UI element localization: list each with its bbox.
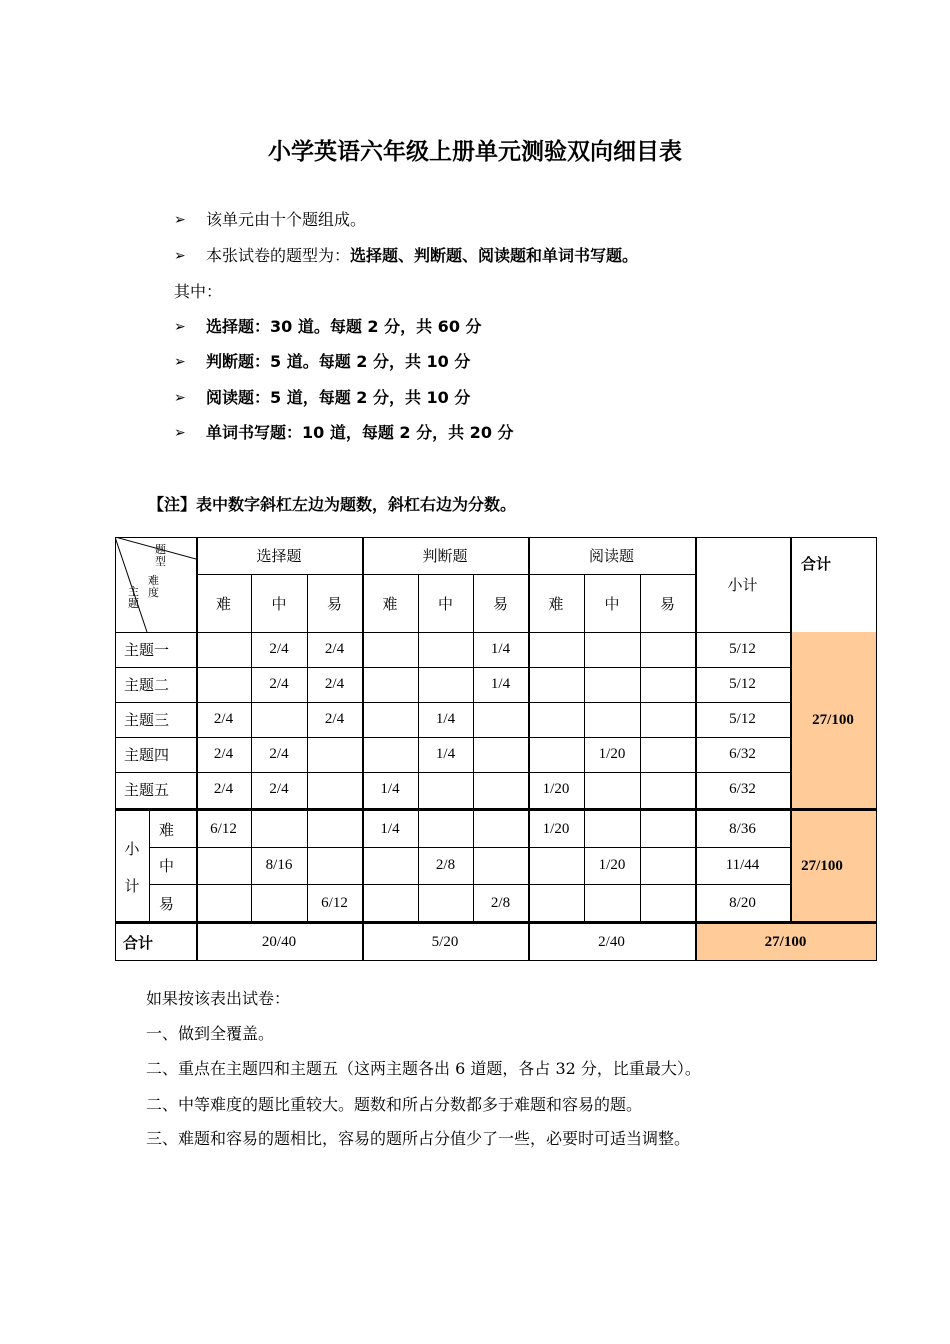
- table-cell: [528, 667, 584, 702]
- table-cell: [584, 811, 640, 847]
- question-type-item: 单词书写题：10 道，每题 2 分，共 20 分: [206, 423, 514, 442]
- total-reading: 2/40: [598, 933, 625, 950]
- total-judge: 5/20: [431, 933, 459, 950]
- table-cell: [640, 667, 695, 702]
- table-cell: [196, 847, 251, 884]
- table-cell: 2/4: [324, 711, 345, 727]
- table-cell: 2/4: [213, 781, 234, 797]
- intro-line-1: 该单元由十个题组成。: [206, 210, 367, 229]
- subtotal-side-label: [115, 811, 149, 922]
- table-cell: 1/4: [435, 711, 456, 727]
- grid-line: [149, 884, 790, 885]
- table-cell: 2/4: [324, 676, 345, 692]
- table-cell: [640, 772, 695, 807]
- table-cell: 2/4: [269, 641, 289, 657]
- table-cell: [473, 847, 528, 884]
- table-cell: [528, 702, 584, 737]
- table-cell: [640, 811, 695, 847]
- row-subtotal: 5/12: [729, 711, 756, 727]
- table-cell: [362, 632, 418, 667]
- table-cell: [196, 667, 251, 702]
- intro-line-2-prefix: 本张试卷的题型为：: [206, 246, 351, 265]
- grid-line: [115, 632, 695, 633]
- conclusion-line: 一、做到全覆盖。: [146, 1024, 275, 1043]
- subtotal-side-char: 计: [124, 876, 140, 895]
- table-cell: [640, 737, 695, 772]
- header-choice: 选择题: [256, 547, 302, 565]
- grid-line: [695, 537, 697, 961]
- grid-line: [115, 921, 876, 924]
- table-cell: [640, 847, 695, 884]
- arrow-bullet-icon: ➢: [174, 354, 186, 370]
- grid-line: [584, 574, 585, 922]
- level-row-label: 中: [159, 857, 175, 875]
- row-subtotal: 5/12: [729, 676, 756, 692]
- grid-line: [115, 537, 116, 961]
- grid-line: [115, 702, 790, 703]
- intro-line-2-bold: 选择题、判断题、阅读题和单词书写题。: [350, 246, 639, 265]
- table-cell: [473, 737, 528, 772]
- table-cell: [251, 702, 307, 737]
- grid-line: [115, 737, 790, 738]
- table-cell: [584, 667, 640, 702]
- table-cell: [251, 884, 307, 922]
- table-cell: 1/20: [542, 781, 570, 797]
- grid-line: [418, 574, 419, 922]
- grid-line: [640, 574, 641, 922]
- grid-line: [790, 537, 792, 922]
- corner-topic-char: 题: [128, 597, 139, 610]
- table-cell: 2/4: [269, 676, 289, 692]
- table-cell: [307, 772, 362, 807]
- grid-line: [115, 667, 790, 668]
- corner-difficulty-label: 难度: [148, 574, 159, 599]
- table-cell: [307, 811, 362, 847]
- header-reading: 阅读题: [588, 547, 634, 565]
- level-header: 难: [215, 594, 231, 613]
- table-cell: 2/8: [435, 857, 456, 873]
- row-subtotal: 5/12: [729, 641, 756, 657]
- grid-line: [528, 537, 530, 961]
- total-choice: 20/40: [261, 933, 297, 950]
- table-cell: [584, 702, 640, 737]
- grid-line: [473, 574, 474, 922]
- grid-line: [196, 537, 198, 961]
- level-header: 中: [271, 594, 287, 613]
- conclusion-line: 如果按该表出试卷：: [146, 989, 291, 1008]
- conclusion-line: 二、中等难度的题比重较大。题数和所占分数都多于难题和容易的题。: [146, 1095, 643, 1114]
- page-title: 小学英语六年级上册单元测验双向细目表: [268, 139, 682, 165]
- level-header: 中: [437, 594, 453, 613]
- table-cell: 1/4: [380, 820, 400, 837]
- subtotal-side-char: 小: [124, 839, 140, 858]
- table-cell: 1/20: [542, 820, 570, 837]
- table-cell: [362, 702, 418, 737]
- topic-row-label: 主题四: [124, 746, 170, 764]
- grid-line: [115, 537, 876, 538]
- table-cell: [528, 847, 584, 884]
- table-cell: 6/12: [321, 894, 348, 911]
- table-cell: [362, 667, 418, 702]
- table-cell: [362, 884, 418, 922]
- table-cell: [196, 884, 251, 922]
- row-subtotal: 6/32: [729, 781, 756, 797]
- question-type-item: 选择题：30 道。每题 2 分，共 60 分: [206, 317, 482, 336]
- level-header: 易: [326, 594, 342, 613]
- table-cell: [307, 737, 362, 772]
- level-header: 易: [492, 594, 508, 613]
- header-subtotal: 小计: [727, 576, 758, 594]
- table-cell: 1/20: [598, 746, 626, 762]
- question-type-item: 判断题：5 道。每题 2 分，共 10 分: [206, 352, 471, 371]
- level-grand-total: 27/100: [801, 858, 843, 874]
- arrow-bullet-icon: ➢: [174, 248, 186, 264]
- question-type-item: 阅读题：5 道，每题 2 分，共 10 分: [206, 388, 471, 407]
- grid-line: [307, 574, 308, 922]
- level-header: 中: [604, 594, 620, 613]
- grid-line: [251, 574, 252, 922]
- level-header: 易: [659, 594, 675, 613]
- table-cell: [307, 847, 362, 884]
- table-cell: 2/4: [213, 746, 234, 762]
- grid-line: [695, 632, 790, 633]
- table-cell: [418, 811, 473, 847]
- level-header: 难: [548, 594, 564, 613]
- grid-line: [149, 847, 790, 848]
- arrow-bullet-icon: ➢: [174, 319, 186, 335]
- row-subtotal: 6/32: [729, 746, 756, 762]
- level-header: 难: [382, 594, 398, 613]
- level-row-label: 易: [159, 894, 175, 913]
- arrow-bullet-icon: ➢: [174, 425, 186, 441]
- header-judge: 判断题: [422, 547, 468, 565]
- table-cell: [418, 772, 473, 807]
- intro-line-2: [206, 245, 638, 267]
- corner-topic-char: 主: [128, 585, 139, 598]
- table-cell: 2/4: [213, 711, 234, 727]
- table-cell: [251, 811, 307, 847]
- topic-row-label: 主题三: [124, 711, 170, 729]
- conclusion-line: 二、重点在主题四和主题五（这两主题各出 6 道题，各占 32 分，比重最大）。: [146, 1059, 701, 1078]
- arrow-bullet-icon: ➢: [174, 390, 186, 406]
- level-subtotal: 8/36: [729, 820, 756, 837]
- table-cell: 1/4: [435, 746, 456, 762]
- table-cell: 1/4: [490, 676, 511, 692]
- table-cell: [418, 884, 473, 922]
- table-cell: 2/4: [269, 781, 289, 797]
- table-cell: [418, 632, 473, 667]
- grid-line: [362, 537, 364, 961]
- table-cell: [528, 737, 584, 772]
- table-cell: [584, 884, 640, 922]
- table-cell: [640, 702, 695, 737]
- table-cell: [473, 702, 528, 737]
- table-cell: 1/4: [380, 781, 400, 797]
- table-cell: 2/4: [324, 641, 345, 657]
- table-cell: [418, 667, 473, 702]
- arrow-bullet-icon: ➢: [174, 212, 186, 228]
- table-cell: [362, 847, 418, 884]
- total-row-label: 合计: [123, 933, 154, 952]
- level-subtotal: 8/20: [729, 894, 756, 911]
- level-row-label: 难: [159, 820, 175, 839]
- table-cell: [640, 632, 695, 667]
- level-subtotal: 11/44: [725, 857, 760, 873]
- table-cell: 2/8: [490, 894, 511, 911]
- table-cell: [196, 632, 251, 667]
- table-cell: 6/12: [210, 820, 237, 837]
- table-cell: 8/16: [265, 857, 293, 873]
- table-cell: [473, 772, 528, 807]
- table-cell: [640, 884, 695, 922]
- table-cell: 1/20: [598, 857, 626, 873]
- table-cell: 2/4: [269, 746, 289, 762]
- topic-row-label: 主题一: [124, 641, 170, 659]
- grid-line: [876, 537, 877, 961]
- grid-line: [196, 574, 695, 575]
- conclusion-line: 三、难题和容易的题相比，容易的题所占分值少了一些，必要时可适当调整。: [146, 1129, 691, 1148]
- table-note: 【注】表中数字斜杠左边为题数，斜杠右边为分数。: [148, 495, 517, 514]
- table-cell: [584, 772, 640, 807]
- header-total: 合计: [800, 554, 831, 573]
- table-cell: 1/4: [490, 641, 511, 657]
- table-cell: [584, 632, 640, 667]
- topic-row-label: 主题二: [124, 676, 170, 694]
- grid-line: [149, 811, 150, 922]
- intro-line-3: 其中：: [174, 282, 223, 301]
- table-cell: [362, 737, 418, 772]
- grid-line: [115, 960, 877, 961]
- corner-topic-label: [128, 586, 140, 610]
- table-cell: [528, 884, 584, 922]
- table-cell: [528, 632, 584, 667]
- grid-line: [115, 772, 790, 773]
- total-grand: 27/100: [764, 933, 807, 950]
- topic-grand-total: 27/100: [812, 712, 854, 728]
- topic-row-label: 主题五: [124, 781, 170, 799]
- corner-type-label: 题型: [155, 543, 166, 568]
- table-cell: [473, 811, 528, 847]
- grid-line: [115, 808, 876, 811]
